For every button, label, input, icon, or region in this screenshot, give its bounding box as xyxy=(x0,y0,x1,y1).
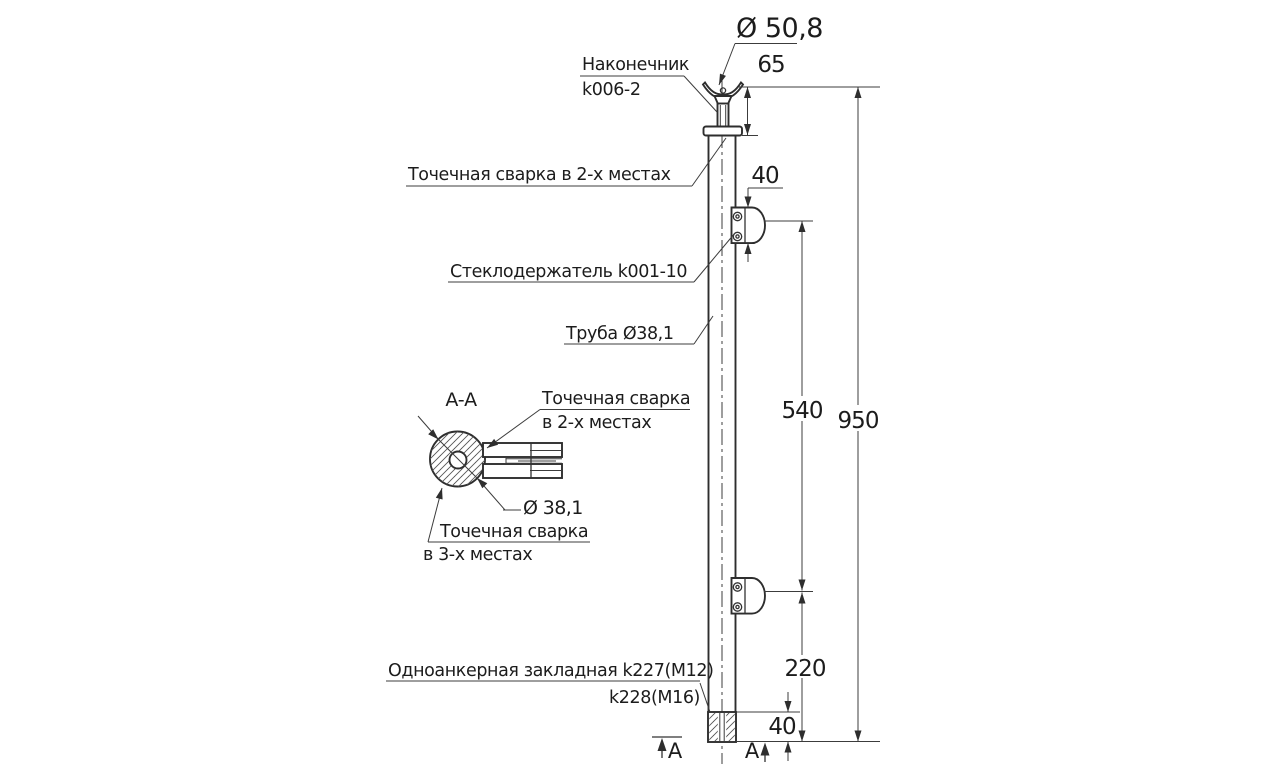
anchor-hatch-left xyxy=(709,713,718,741)
glass-holder-lower xyxy=(732,578,765,614)
section-cut-marker-right xyxy=(745,739,770,763)
dim-tube-diameter: Ø 38,1 xyxy=(523,497,583,519)
anchor-insert xyxy=(708,712,736,742)
label-weld3-line1: Точечная сварка xyxy=(440,522,589,542)
dim-post-height: 950 xyxy=(837,408,879,434)
glass-holder-upper xyxy=(732,208,765,244)
dim-holder-spacing: 540 xyxy=(781,398,823,424)
section-marker-label: А xyxy=(744,739,760,763)
dim-anchor-height: 40 xyxy=(768,714,796,740)
section-view xyxy=(418,389,690,565)
label-weld2-line1: Точечная сварка xyxy=(542,389,691,409)
tip-base-cap xyxy=(704,127,743,136)
label-weld2-line2: в 2-х местах xyxy=(542,413,652,433)
section-title: А-А xyxy=(445,389,477,411)
label-tip-line1: Наконечник xyxy=(582,55,690,75)
tube-section-hole xyxy=(450,452,467,469)
dim-handrail-diameter: Ø 50,8 xyxy=(736,13,823,44)
section-marker-label: А xyxy=(667,739,683,763)
label-tip-line2: k006-2 xyxy=(582,80,641,100)
label-spot-weld-2-main: Точечная сварка в 2-х местах xyxy=(408,165,671,185)
label-anchor-line1: Одноанкерная закладная k227(M12) xyxy=(388,661,714,681)
label-weld3-line2: в 3-х местах xyxy=(423,545,533,565)
anchor-hatch-right xyxy=(726,713,735,741)
tip-saddle-bolt xyxy=(720,88,725,93)
label-anchor-line2: k228(M16) xyxy=(609,688,700,708)
tip-stem xyxy=(718,104,729,127)
dim-bottom-spacing: 220 xyxy=(784,656,826,682)
section-cut-marker-left xyxy=(652,737,683,763)
label-tube: Труба Ø38,1 xyxy=(566,324,674,344)
label-glass-holder: Стеклодержатель k001-10 xyxy=(450,262,688,282)
dim-tip-height: 65 xyxy=(757,52,785,78)
tip-assembly xyxy=(703,83,743,136)
dim-holder-height: 40 xyxy=(751,163,779,189)
glass-clamp-section xyxy=(483,443,562,478)
